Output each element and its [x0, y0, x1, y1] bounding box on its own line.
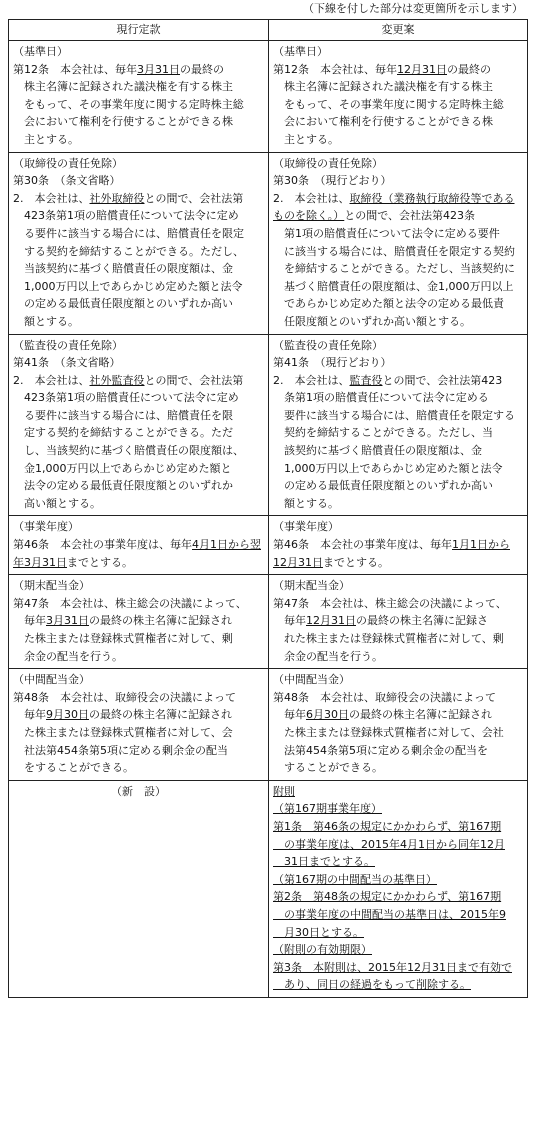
- article-heading: 第30条 （条文省略）: [13, 174, 121, 188]
- changed-text: 3月31日: [46, 614, 89, 628]
- caption: （第167期事業年度）: [273, 802, 382, 816]
- current-cell: [9, 334, 269, 516]
- proposed-cell: [269, 780, 528, 997]
- proposed-cell: [269, 669, 528, 781]
- caption: （中間配当金）: [13, 673, 90, 687]
- current-cell: [9, 152, 269, 334]
- supplementary-article-1: 第1条 第46条の規定にかかわらず、第167期 の事業年度は、2015年4月1日から同年12月 31日までとする。: [273, 819, 505, 869]
- changed-text: 監査役: [349, 373, 383, 387]
- article-text: [13, 372, 264, 513]
- changed-text: 12月31日: [397, 62, 447, 76]
- article-heading: 第41条 （条文省略）: [13, 356, 121, 370]
- proposed-cell: [269, 575, 528, 669]
- article-text: [13, 689, 264, 777]
- proposed-cell: [269, 41, 528, 153]
- text-post: の最終の株主名簿に記録され た株主または登録株式質権者に対して、会 社法第454条第5項に定める剰余金の配当 をすることができる。: [23, 708, 233, 775]
- new-establishment-label: （新 設）: [111, 784, 166, 798]
- proposed-cell: [269, 152, 528, 334]
- caption: （監査役の責任免除）: [13, 338, 123, 352]
- text-post: の最終の 株主名簿に記録された議決権を有する株主 をもって、その事業年度に関する定時株主総 会において権利を行使することができる株 主とする。: [23, 62, 244, 146]
- article-text: [273, 536, 523, 571]
- text-pre: 第46条 本会社の事業年度は、毎年: [273, 538, 452, 552]
- text-pre: 2. 本会社は、: [13, 191, 90, 205]
- row-director-liability: [9, 152, 528, 334]
- changed-text: 9月30日: [46, 708, 89, 722]
- changed-text: 取締役（業務執行取締役等であるものを除く。）: [273, 191, 515, 223]
- text-pre: 第12条 本会社は、毎年: [273, 62, 397, 76]
- proposed-cell: [269, 516, 528, 575]
- caption: （基準日）: [13, 45, 68, 58]
- text-pre: 第48条 本会社は、取締役会の決議によって 毎年: [13, 690, 236, 722]
- text-post: の最終の株主名簿に記録され た株主または登録株式質権者に対して、会社 法第454条第5項に定める剰余金の配当を することができる。: [283, 708, 504, 775]
- current-cell: [9, 516, 269, 575]
- text-pre: 2. 本会社は、: [273, 191, 350, 205]
- text-pre: 第46条 本会社の事業年度は、毎年: [13, 538, 192, 552]
- current-cell: [9, 575, 269, 669]
- caption: （第167期の中間配当の基準日）: [273, 872, 437, 886]
- article-text: [13, 61, 264, 149]
- text-post: の最終の株主名簿に記録さ れた株主または登録株式質権者に対して、剰 余金の配当を行う。: [283, 614, 504, 663]
- changed-text: 社外監査役: [89, 373, 145, 387]
- row-supplementary-provisions: [9, 780, 528, 997]
- article-text: [13, 190, 264, 331]
- articles-comparison-table: [8, 19, 528, 998]
- change-note: （下線を付した部分は変更箇所を示します）: [303, 2, 523, 15]
- caption: （事業年度）: [273, 520, 339, 534]
- proposed-cell: [269, 334, 528, 516]
- caption: （中間配当金）: [273, 673, 350, 687]
- changed-text: 12月31日: [306, 614, 356, 628]
- text-post: との間で、会社法第 423条第1項の賠償責任について法令に定め る要件に該当する場合には、賠償責任を限 定する契約を締結することができる。ただ し、当該契約に基づく賠償責任の限度額は、 金1,000万円以上であらかじめ定めた額と 法令の定める最低責任限度額とのいずれか 高い額とする。: [23, 373, 244, 510]
- text-post: までとする。: [67, 555, 133, 569]
- text-pre: 第47条 本会社は、株主総会の決議によって、 毎年: [13, 596, 247, 628]
- text-post: までとする。: [323, 555, 389, 569]
- text-post: との間で、会社法第 423条第1項の賠償責任について法令に定め る要件に該当する場合には、賠償責任を限定 する契約を締結することができる。ただし、 当該契約に基づく賠償責任の限度額は、金 1,000万円以上であらかじめ定めた額と法令 の定める最低責任限度額とのいずれか高い 額とする。: [23, 191, 244, 328]
- article-text: [273, 689, 523, 777]
- changed-text: 3月31日: [137, 62, 180, 76]
- changed-text: 社外取締役: [89, 191, 145, 205]
- changed-text: 6月30日: [306, 708, 349, 722]
- caption: （期末配当金）: [273, 579, 350, 593]
- supplementary-title: 附則: [273, 784, 295, 798]
- current-cell: [9, 41, 269, 153]
- current-cell: [9, 669, 269, 781]
- article-text: [273, 595, 523, 665]
- row-fiscal-year: [9, 516, 528, 575]
- changed-text: 1月1日から12月31日: [273, 538, 510, 569]
- row-auditor-liability: [9, 334, 528, 516]
- article-text: [13, 595, 264, 665]
- article-text: [273, 190, 523, 331]
- caption: （事業年度）: [13, 520, 79, 534]
- caption: （期末配当金）: [13, 579, 90, 593]
- text-pre: 第12条 本会社は、毎年: [13, 62, 137, 76]
- caption: （取締役の責任免除）: [13, 156, 123, 170]
- text-post: の最終の 株主名簿に記録された議決権を有する株主 をもって、その事業年度に関する定時株主総 会において権利を行使することができる株 主とする。: [283, 62, 504, 146]
- article-heading: 第30条 （現行どおり）: [273, 174, 392, 188]
- text-pre: 第48条 本会社は、取締役会の決議によって 毎年: [273, 690, 496, 722]
- caption: （附則の有効期限）: [273, 943, 372, 957]
- caption: （基準日）: [273, 45, 328, 58]
- changed-text: 4月1日から翌年3月31日: [13, 538, 261, 569]
- text-pre: 2. 本会社は、: [13, 373, 90, 387]
- caption: （監査役の責任免除）: [273, 338, 383, 352]
- text-pre: 2. 本会社は、: [273, 373, 350, 387]
- article-text: [13, 536, 264, 571]
- text-pre: 第47条 本会社は、株主総会の決議によって、 毎年: [273, 596, 507, 628]
- text-post: との間で、会社法第423条 第1項の賠償責任について法令に定める要件 に該当する場合には、賠償責任を限定する契約 を締結することができる。ただし、当該契約に 基づく賠償責任の限度額は、金1,000万円以上 であらかじめ定めた額と法令の定める最低責 任限度額とのいずれか高い額とする。: [283, 209, 515, 328]
- row-year-end-dividend: [9, 575, 528, 669]
- caption: （取締役の責任免除）: [273, 156, 383, 170]
- text-post: の最終の株主名簿に記録され た株主または登録株式質権者に対して、剰 余金の配当を行う。: [23, 614, 233, 663]
- supplementary-article-3: 第3条 本附則は、2015年12月31日まで有効で あり、同日の経過をもって削除する。: [273, 960, 512, 992]
- header-current: 現行定款: [9, 20, 269, 41]
- header-proposed: 変更案: [269, 20, 528, 41]
- supplementary-article-2: 第2条 第48条の規定にかかわらず、第167期 の事業年度の中間配当の基準日は、2015年9 月30日とする。: [273, 890, 506, 939]
- header-row: [9, 20, 528, 41]
- row-interim-dividend: [9, 669, 528, 781]
- article-heading: 第41条 （現行どおり）: [273, 356, 392, 370]
- text-post: との間で、会社法第423 条第1項の賠償責任について法令に定める 要件に該当する場合には、賠償責任を限定する 契約を締結することができる。ただし、当 該契約に基づく賠償責任の限度額は、金 1,000万円以上であらかじめ定めた額と法令 の定める最低責任限度額とのいずれか高い 額とする。: [283, 373, 515, 510]
- article-text: [273, 61, 523, 149]
- current-cell: [9, 780, 269, 997]
- row-record-date: [9, 41, 528, 153]
- article-text: [273, 372, 523, 513]
